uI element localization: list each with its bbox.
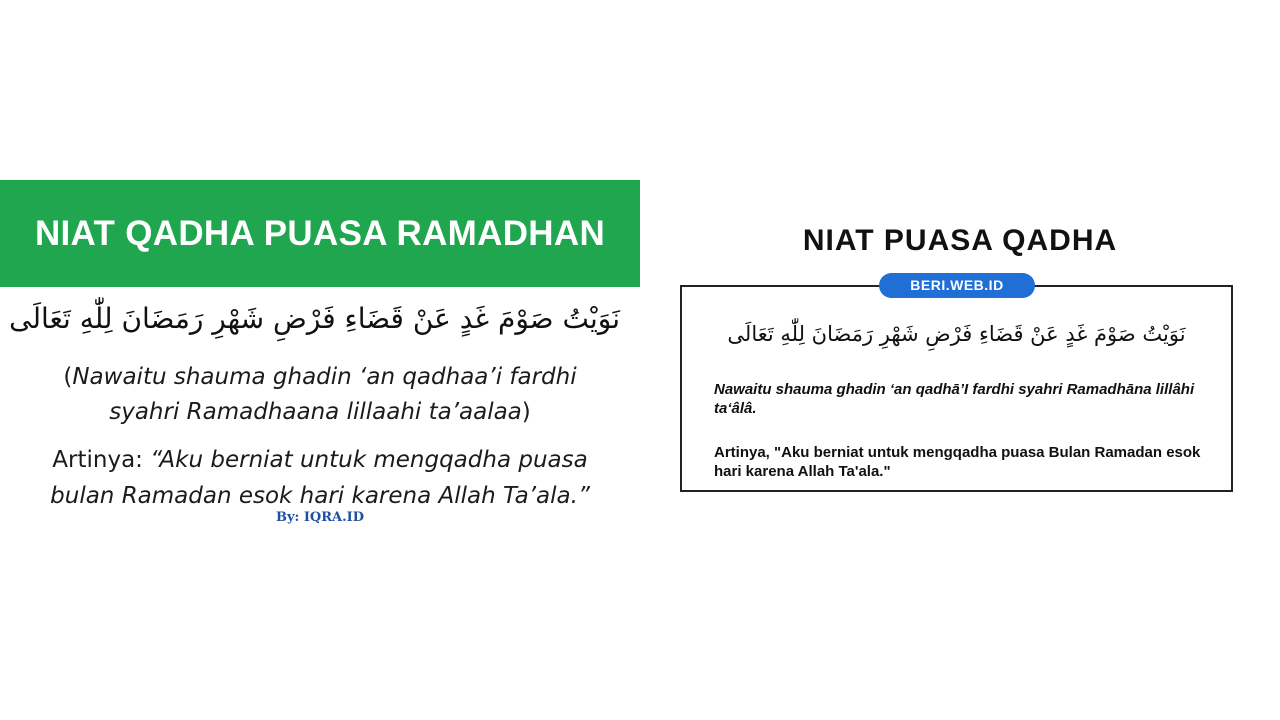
right-source-badge: BERI.WEB.ID [879, 273, 1035, 298]
right-meaning: Artinya, "Aku berniat untuk mengqadha puasa Bulan Ramadan esok hari karena Allah Ta'ala." [714, 444, 1201, 480]
right-title: NIAT PUASA QADHA [802, 224, 1118, 257]
left-arabic-text: نَوَيْتُ صَوْمَ غَدٍ عَنْ قَضَاءِ فَرْضِ شَهْرِ رَمَضَانَ لِلّٰهِ تَعَالَى [9, 302, 620, 335]
left-title-banner [0, 180, 640, 287]
left-translit-line2: syahri Ramadhaana lillaahi ta’aalaa [109, 399, 522, 425]
left-niat-card [0, 180, 640, 545]
left-meaning-label: Artinya: [52, 447, 143, 473]
left-translit-close-paren: ) [521, 399, 531, 425]
left-translit-open-paren: ( [63, 364, 73, 390]
left-translit-line1: Nawaitu shauma ghadin ‘an qadhaa’i fardhi [72, 364, 577, 390]
left-credit: By: IQRA.ID [275, 510, 365, 525]
left-transliteration [10, 360, 630, 430]
right-arabic-text: نَوَيْتُ صَوْمَ غَدٍ عَنْ قَضَاءِ فَرْضِ شَهْرِ رَمَضَانَ لِلّٰهِ تَعَالَى [727, 322, 1186, 346]
left-meaning [10, 442, 630, 514]
left-title: NIAT QADHA PUASA RAMADHAN [34, 213, 606, 253]
left-meaning-line1: “Aku berniat untuk mengqadha puasa [150, 447, 588, 473]
left-meaning-line2: bulan Ramadan esok hari karena Allah Ta’ala.” [50, 483, 590, 509]
right-transliteration: Nawaitu shauma ghadin ‘an qadhā’I fardhi syahri Ramadhāna lillâhi ta‘âlâ. [714, 381, 1195, 417]
